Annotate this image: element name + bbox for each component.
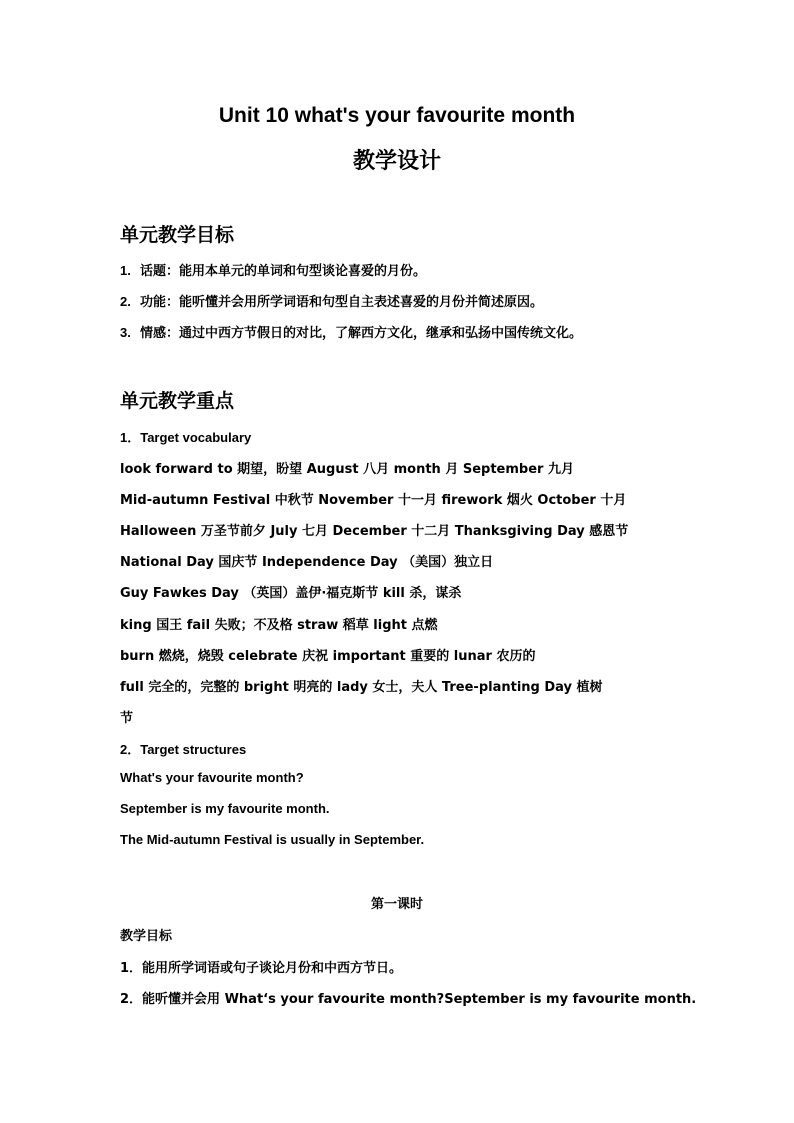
vocab-line: Mid-autumn Festival 中秋节 November 十一月 firework 烟火 October 十月 [120, 493, 627, 508]
section-heading-unit-goals: 单元教学目标 [120, 224, 235, 246]
document-title-english: Unit 10 what's your favourite month [218, 104, 576, 127]
goal-item-2: 2. 功能：能听懂并会用所学词语和句型自主表述喜爱的月份并简述原因。 [120, 294, 544, 310]
vocab-line: burn 燃烧，烧毁 celebrate 庆祝 important 重要的 lunar 农历的 [120, 649, 536, 664]
subheading-target-structures: 2．Target structures [120, 742, 247, 757]
lesson-goal-item: 1．能用所学词语或句子谈论月份和中西方节日。 [120, 961, 403, 976]
lesson-heading: 第一课时 [370, 897, 423, 912]
vocab-line: Halloween 万圣节前夕 July 七月 December 十二月 Thanksgiving Day 感恩节 [120, 524, 629, 539]
goal-item-1: 1. 话题：能用本单元的单词和句型谈论喜爱的月份。 [120, 263, 427, 279]
section-heading-key-points: 单元教学重点 [120, 390, 235, 412]
vocab-line: look forward to 期望，盼望 August 八月 month 月 September 九月 [120, 462, 574, 477]
lesson-goal-item: 2．能听懂并会用 What‘s your favourite month?September is my favourite month. [120, 992, 697, 1007]
lesson-goal-heading: 教学目标 [120, 929, 173, 944]
subheading-target-vocabulary: 1．Target vocabulary [120, 430, 252, 445]
vocab-line: Guy Fawkes Day （英国）盖伊·福克斯节 kill 杀，谋杀 [120, 586, 462, 601]
structure-line: What's your favourite month? [120, 770, 304, 785]
goal-item-3: 3. 情感：通过中西方节假日的对比，了解西方文化，继承和弘扬中国传统文化。 [120, 325, 583, 341]
vocab-line: full 完全的，完整的 bright 明亮的 lady 女士，夫人 Tree-planting Day 植树 [120, 680, 603, 695]
structure-line: The Mid-autumn Festival is usually in September. [120, 832, 425, 847]
vocab-line: 节 [120, 711, 134, 726]
document-title-chinese: 教学设计 [352, 149, 441, 174]
vocab-line: king 国王 fail 失败；不及格 straw 稻草 light 点燃 [120, 618, 438, 633]
vocab-line: National Day 国庆节 Independence Day （美国）独立日 [120, 555, 494, 570]
structure-line: September is my favourite month. [120, 801, 330, 816]
